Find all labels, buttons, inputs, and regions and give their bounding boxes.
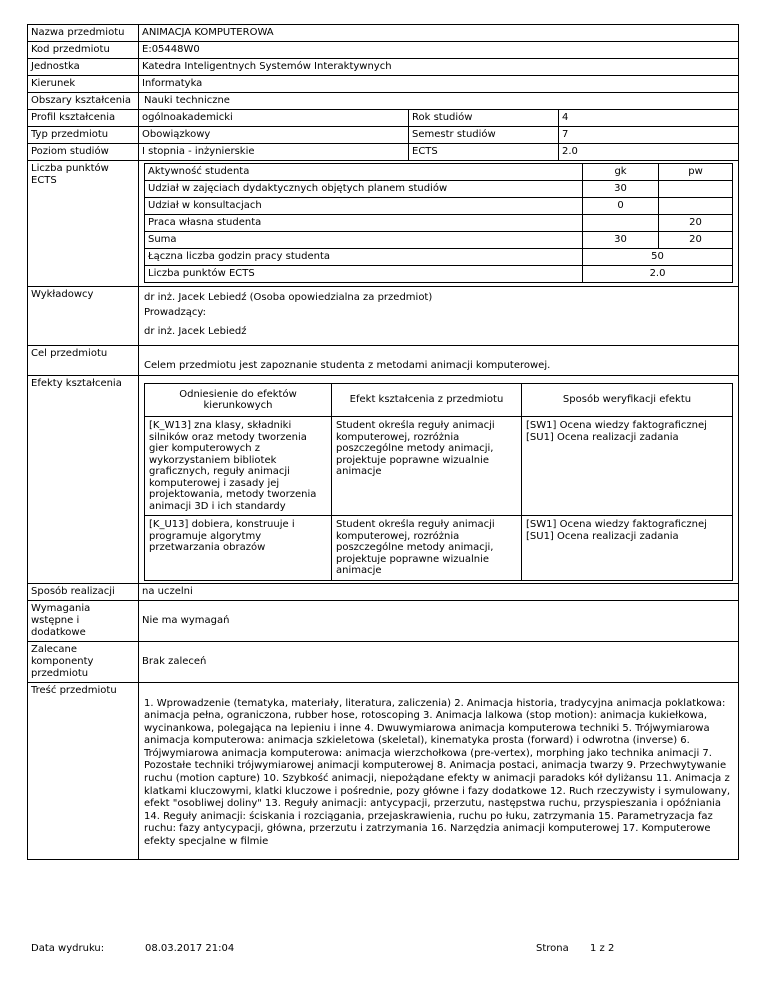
row-poziom bbox=[28, 144, 739, 161]
label-typ: Typ przedmiotu bbox=[28, 127, 139, 144]
ects-item-name: Udział w zajęciach dydaktycznych objętych planem studiów bbox=[145, 181, 583, 198]
page-number: 1 z 2 bbox=[590, 943, 615, 954]
value-poziom: I stopnia - inżynierskie bbox=[139, 144, 409, 161]
row-nazwa bbox=[28, 25, 739, 42]
ects-header-gk: gk bbox=[583, 164, 659, 181]
effect-description: Student określa reguły animacji komputerowej, rozróżnia poszczególne metody animacji, projektuje poprawne wizualnie animacje bbox=[332, 417, 522, 516]
label-kierunek: Kierunek bbox=[28, 76, 139, 93]
row-sposob bbox=[28, 583, 739, 600]
course-card bbox=[27, 24, 738, 860]
value-typ: Obowiązkowy bbox=[139, 127, 409, 144]
value-sposob: na uczelni bbox=[139, 583, 739, 600]
row-tresc bbox=[28, 682, 739, 859]
print-date: 08.03.2017 21:04 bbox=[145, 943, 235, 954]
label-cel: Cel przedmiotu bbox=[28, 346, 139, 376]
label-nazwa: Nazwa przedmiotu bbox=[28, 25, 139, 42]
effect-reference: [K_U13] dobiera, konstruuje i programuje algorytmy przetwarzania obrazów bbox=[145, 516, 332, 581]
ects-item-name: Suma bbox=[145, 232, 583, 249]
value-ects: 2.0 bbox=[559, 144, 739, 161]
ects-item-gk bbox=[583, 215, 659, 232]
ects-item-name: Udział w konsultacjach bbox=[145, 198, 583, 215]
ects-total-hours-label: Łączna liczba godzin pracy studenta bbox=[145, 249, 583, 266]
value-wymagania: Nie ma wymagań bbox=[139, 600, 739, 641]
row-zalecane bbox=[28, 641, 739, 682]
ects-row bbox=[145, 232, 733, 249]
ects-item-pw bbox=[659, 198, 733, 215]
label-kod: Kod przedmiotu bbox=[28, 42, 139, 59]
value-jednostka: Katedra Inteligentnych Systemów Interaktywnych bbox=[139, 59, 739, 76]
label-rok: Rok studiów bbox=[409, 110, 559, 127]
effects-row bbox=[145, 417, 733, 516]
label-jednostka: Jednostka bbox=[28, 59, 139, 76]
ects-item-gk: 30 bbox=[583, 181, 659, 198]
row-efekty bbox=[28, 376, 739, 584]
row-wymagania bbox=[28, 600, 739, 641]
verification-method: [SU1] Ocena realizacji zadania bbox=[526, 431, 679, 443]
ects-item-gk: 30 bbox=[583, 232, 659, 249]
ects-total-points-row bbox=[145, 266, 733, 283]
value-kod: E:05448W0 bbox=[139, 42, 739, 59]
lecturer-main: dr inż. Jacek Lebiedź (Osoba opowiedzialna za przedmiot) bbox=[144, 292, 433, 303]
value-kierunek: Informatyka bbox=[139, 76, 739, 93]
value-zalecane: Brak zaleceń bbox=[139, 641, 739, 682]
effects-header-ref: Odniesienie do efektów kierunkowych bbox=[145, 384, 332, 417]
value-cel: Celem przedmiotu jest zapoznanie studenta z metodami animacji komputerowej. bbox=[139, 346, 739, 376]
row-obszary bbox=[28, 93, 739, 110]
value-profil: ogólnoakademicki bbox=[139, 110, 409, 127]
label-ects-points: Liczba punktów ECTS bbox=[28, 161, 139, 287]
row-kod bbox=[28, 42, 739, 59]
effects-table bbox=[144, 383, 733, 581]
print-date-label: Data wydruku: bbox=[31, 943, 105, 954]
ects-item-name: Praca własna studenta bbox=[145, 215, 583, 232]
label-ects: ECTS bbox=[409, 144, 559, 161]
ects-row bbox=[145, 181, 733, 198]
label-poziom: Poziom studiów bbox=[28, 144, 139, 161]
ects-item-pw: 20 bbox=[659, 215, 733, 232]
row-jednostka bbox=[28, 59, 739, 76]
instructors-label: Prowadzący: bbox=[144, 307, 206, 318]
effects-header-effect: Efekt kształcenia z przedmiotu bbox=[332, 384, 522, 417]
course-table bbox=[27, 24, 739, 860]
value-nazwa: ANIMACJA KOMPUTEROWA bbox=[139, 25, 739, 42]
label-obszary: Obszary kształcenia bbox=[28, 93, 139, 110]
page-label: Strona bbox=[536, 943, 569, 954]
label-profil: Profil kształcenia bbox=[28, 110, 139, 127]
verification-method: [SU1] Ocena realizacji zadania bbox=[526, 530, 679, 542]
ects-header bbox=[145, 164, 733, 181]
row-typ bbox=[28, 127, 739, 144]
label-semestr: Semestr studiów bbox=[409, 127, 559, 144]
ects-total-points-value: 2.0 bbox=[583, 266, 733, 283]
page-footer bbox=[0, 943, 768, 957]
ects-header-activity: Aktywność studenta bbox=[145, 164, 583, 181]
ects-row bbox=[145, 215, 733, 232]
value-semestr: 7 bbox=[559, 127, 739, 144]
ects-total-hours-value: 50 bbox=[583, 249, 733, 266]
ects-item-gk: 0 bbox=[583, 198, 659, 215]
effect-description: Student określa reguły animacji komputerowej, rozróżnia poszczególne metody animacji, projektuje poprawne wizualnie animacje bbox=[332, 516, 522, 581]
verification-method: [SW1] Ocena wiedzy faktograficznej bbox=[526, 519, 707, 530]
label-wymagania: Wymagania wstępne i dodatkowe bbox=[28, 600, 139, 641]
ects-table bbox=[144, 163, 733, 283]
effects-header bbox=[145, 384, 733, 417]
label-sposob: Sposób realizacji bbox=[28, 583, 139, 600]
instructor-name: dr inż. Jacek Lebiedź bbox=[144, 326, 247, 337]
label-wykladowcy: Wykładowcy bbox=[28, 287, 139, 346]
ects-total-points-label: Liczba punktów ECTS bbox=[145, 266, 583, 283]
effects-row bbox=[145, 516, 733, 581]
label-efekty: Efekty kształcenia bbox=[28, 376, 139, 584]
row-profil bbox=[28, 110, 739, 127]
ects-row bbox=[145, 198, 733, 215]
row-ects-points bbox=[28, 161, 739, 287]
row-kierunek bbox=[28, 76, 739, 93]
ects-item-pw bbox=[659, 181, 733, 198]
row-wykladowcy bbox=[28, 287, 739, 346]
ects-item-pw: 20 bbox=[659, 232, 733, 249]
ects-total-hours-row bbox=[145, 249, 733, 266]
row-cel bbox=[28, 346, 739, 376]
verification-method: [SW1] Ocena wiedzy faktograficznej bbox=[526, 420, 707, 431]
value-rok: 4 bbox=[559, 110, 739, 127]
effect-reference: [K_W13] zna klasy, składniki silników oraz metody tworzenia gier komputerowych z wykorzystaniem bibliotek graficznych, reguły animacji komputerowej i zasady jej projektowania, metody tworzenia animacji 3D i ich standardy bbox=[145, 417, 332, 516]
value-tresc: 1. Wprowadzenie (tematyka, materiały, literatura, zaliczenia) 2. Animacja historia, tradycyjna animacja poklatkowa: animacja pełna, ograniczona, rubber hose, rotoscoping 3. Animacja lalkowa (stop motion): animacja kukiełkowa, wycinankowa, polegająca na lepieniu i inne 4. Dwuwymiarowa animacja komputerowa techniki 5. Trójwymiarowa animacja komputerowa: animacja szkieletowa (skeletal), kinematyka prosta (forward) i odwrotna (inverse) 6. Trójwymiarowa animacja komputerowa: animacja wierzchołkowa (pre-vertex), morphing jako technika animacji 7. Pozostałe techniki trójwymiarowej animacji komputerowej 8. Animacja postaci, animacja twarzy 9. Przechwytywanie ruchu (motion capture) 10. Szybkość animacji, niepożądane efekty w animacji paradoks kół dyliżansu 11. Animacja z klatkami kluczowymi, klatki kluczowe i pośrednie, pozy główne i fazy dodatkowe 12. Ruch rzeczywisty i symulowany, efekt "osobliwej doliny" 13. Reguły animacji: antycypacji, przerzutu, następstwa ruchu, przyspieszania i opóźniania 14. Reguły animacji: ściskania i rozciągania, przejaskrawienia, ruchu po łuku, zatrzymania 15. Parametryzacja faz ruchu: fazy antycypacji, główna, przerzutu i zatrzymania 16. Narzędzia animacji komputerowej 17. Komputerowe efekty specjalne w filmie bbox=[139, 682, 739, 859]
ects-header-pw: pw bbox=[659, 164, 733, 181]
label-zalecane: Zalecane komponenty przedmiotu bbox=[28, 641, 139, 682]
effects-header-verification: Sposób weryfikacji efektu bbox=[522, 384, 733, 417]
value-obszary: Nauki techniczne bbox=[144, 95, 230, 106]
label-tresc: Treść przedmiotu bbox=[28, 682, 139, 859]
